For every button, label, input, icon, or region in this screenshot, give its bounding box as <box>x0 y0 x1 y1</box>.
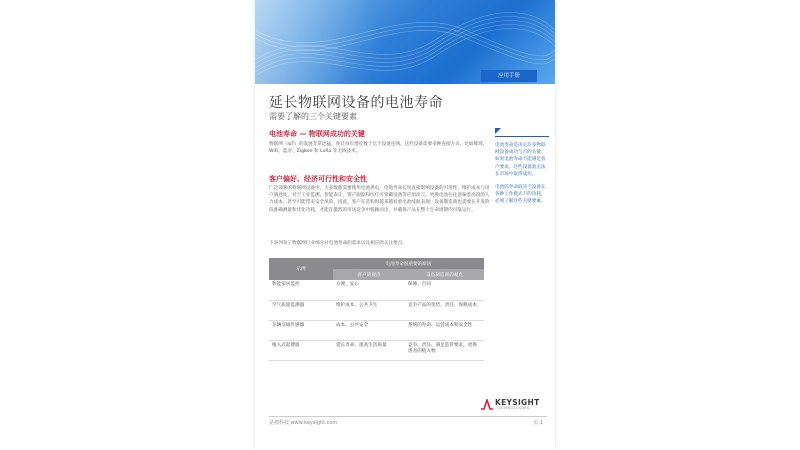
document-type-badge: 应用手册 <box>481 70 537 82</box>
callout-marker-icon <box>495 128 501 134</box>
section-body-customer: 广泛部署的物联网设备中，大多数都需要使用电池供电。电池寿命长短直接影响设备的可用性、维护成本与用户满意度。对于工业监测、智能表计、资产跟踪和医疗可穿戴设备等应用而言，更换电池往往意味着高昂的人力成本，甚至可能带来安全风险。因此，客户在选购时越来越看重电池续航表现；设备制造商也需要在开发阶段准确测量和优化功耗，才能在激烈的市场竞争中脱颖而出，并确保产品在整个生命周期内可靠运行。 <box>269 186 490 213</box>
page-number: 页 1 <box>533 420 543 426</box>
logo-tagline: TECHNOLOGIES <box>496 406 530 410</box>
section-body-battery: 物联网（IoT）的发展非常迅猛，预计每年增长数十亿个设备连网。这些设备需要多种连接方式，比如蜂窝、WiFi、蓝牙、Zigbee 和 LoRa 等无线技术。 <box>269 142 488 155</box>
table-header-manufacturer: 设备制造商的观点 <box>405 269 484 280</box>
document-page <box>255 0 555 450</box>
table-row <box>269 340 484 360</box>
table-cell: 方便、安心 <box>333 280 405 300</box>
table-row <box>269 300 484 320</box>
footer-divider <box>269 416 547 417</box>
table-header-example: 示例 <box>269 258 333 280</box>
keysight-wave-icon <box>481 399 493 410</box>
table-cell: 空气质量监测器 <box>269 300 333 320</box>
sidebar-callout <box>495 128 549 212</box>
table-row <box>269 280 484 300</box>
table-cell: 保修、召回 <box>405 280 484 300</box>
callout-note-2: 电池的寿命取决于设备在各种工作模式下的功耗，必须了解这些关键要素。 <box>495 185 546 205</box>
footer-text: 是德科技 www.keysight.com <box>269 420 338 426</box>
table-cell: 成本、公共安全 <box>333 320 405 340</box>
table-intro-text: 下表列举了物联网行业细分对电池寿命的需求以及相应的关注要点。 <box>269 241 407 246</box>
table-cell: 车辆交通传感器 <box>269 320 333 340</box>
callout-rule <box>495 136 549 137</box>
table-cell: 延长寿命、提高生活质量 <box>333 340 405 360</box>
page-title: 延长物联网设备的电池寿命 <box>269 95 443 111</box>
page-subtitle: 需要了解的三个关键要素 <box>269 112 357 121</box>
table-cell: 竞争、责任、满足监管要求，更换患者的植入物 <box>405 340 484 360</box>
logo-wordmark: KEYSIGHT <box>495 398 540 407</box>
table-cell: 植入式起搏器 <box>269 340 333 360</box>
battery-importance-table <box>269 258 484 361</box>
table-cell: 竞争产品的优势、责任、保修成本 <box>405 300 484 320</box>
keysight-logo <box>481 398 547 412</box>
table-cell: 智能家居监控 <box>269 280 333 300</box>
table-row <box>269 320 484 340</box>
table-cell: 系统的寿命、运营成本和安全性 <box>405 320 484 340</box>
table-cell: 维护成本、公共卫生 <box>333 300 405 320</box>
section-heading-customer: 客户偏好、经济可行性和安全性 <box>269 175 367 183</box>
table-group-header: 电池寿命很重要的原因 <box>333 258 484 269</box>
section-heading-battery: 电池寿命 — 物联网成功的关键 <box>269 130 365 138</box>
callout-note-1: 电池寿命是决定许多物联网设备成功与否的关键。如果电池寿命不能满足客户要求，这些设备就无法在市场中取得成功。 <box>495 143 546 177</box>
table-header-customer: 客户的观点 <box>333 269 405 280</box>
